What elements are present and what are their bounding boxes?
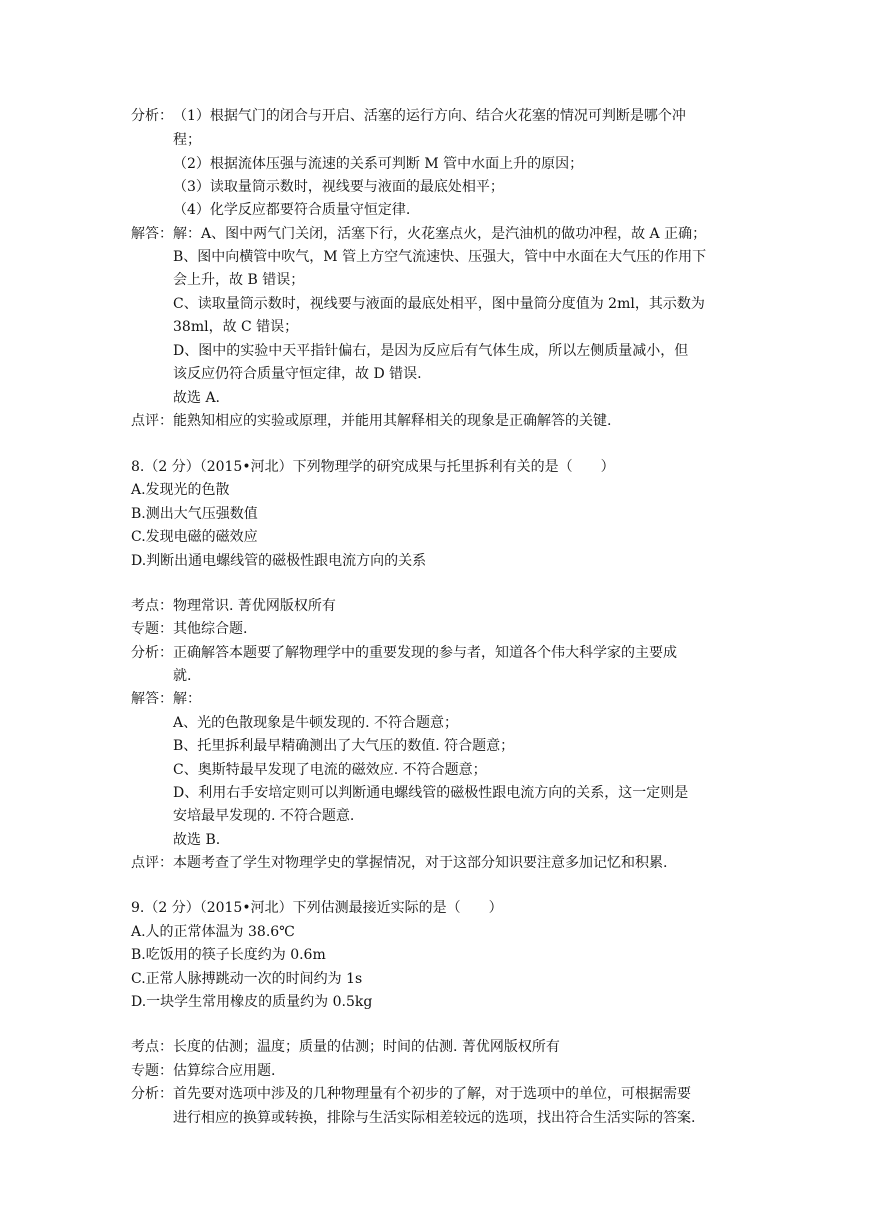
question-8-stem: 8.（2 分）（2015•河北）下列物理学的研究成果与托里拆利有关的是（ ） <box>131 459 615 475</box>
comment-label: 点评： <box>131 855 173 871</box>
analysis-label: 分析： <box>131 645 173 661</box>
answer-text: 该反应仍符合质量守恒定律，故 D 错误. <box>173 366 422 382</box>
analysis-text: 正确解答本题要了解物理学中的重要发现的参与者，知道各个伟大科学家的主要成 <box>173 645 677 661</box>
comment-text: 本题考查了学生对物理学史的掌握情况，对于这部分知识要注意多加记忆和积累. <box>173 855 668 871</box>
answer-label: 解答： <box>131 226 173 242</box>
option-c: C.发现电磁的磁效应 <box>131 529 258 545</box>
analysis-text: （3）读取量筒示数时，视线要与液面的最底处相平； <box>173 179 504 195</box>
point-label: 考点： <box>131 1039 173 1055</box>
answer-text: A、光的色散现象是牛顿发现的. 不符合题意； <box>173 715 459 731</box>
analysis-text: 首先要对选项中涉及的几种物理量有个初步的了解，对于选项中的单位，可根据需要 <box>173 1086 691 1102</box>
option-d: D.一块学生常用橡皮的质量约为 0.5kg <box>131 994 373 1010</box>
answer-text: 会上升，故 B 错误； <box>173 272 305 288</box>
analysis-text: 程； <box>173 132 201 148</box>
answer-text: C、读取量筒示数时，视线要与液面的最底处相平，图中量筒分度值为 2ml，其示数为 <box>173 296 705 312</box>
answer-text: B、图中向横管中吹气，M 管上方空气流速快、压强大，管中中水面在大气压的作用下 <box>173 249 707 265</box>
analysis-text: （2）根据流体压强与流速的关系可判断 M 管中水面上升的原因； <box>173 156 584 172</box>
answer-text: B、托里拆利最早精确测出了大气压的数值. 符合题意； <box>173 738 515 754</box>
answer-text: 故选 B. <box>173 832 221 848</box>
answer-text: C、奥斯特最早发现了电流的磁效应. 不符合题意； <box>173 762 487 778</box>
topic-text: 估算综合应用题. <box>173 1063 276 1079</box>
topic-label: 专题： <box>131 621 173 637</box>
answer-text: 故选 A. <box>173 390 221 406</box>
analysis-text: 就. <box>173 668 192 684</box>
analysis-text: 进行相应的换算或转换，排除与生活实际相差较远的选项，找出符合生活实际的答案. <box>173 1110 696 1126</box>
option-b: B.吃饭用的筷子长度约为 0.6m <box>131 947 326 963</box>
analysis-label: 分析： <box>131 1086 173 1102</box>
answer-text: D、利用右手安培定则可以判断通电螺线管的磁极性跟电流方向的关系，这一定则是 <box>173 785 689 801</box>
comment-text: 能熟知相应的实验或原理，并能用其解释相关的现象是正确解答的关键. <box>173 413 612 429</box>
answer-text: 38ml，故 C 错误； <box>173 319 299 335</box>
comment-label: 点评： <box>131 413 173 429</box>
answer-text: 解： <box>173 691 201 707</box>
analysis-label: 分析： <box>131 108 173 124</box>
point-text: 长度的估测；温度；质量的估测；时间的估测. 菁优网版权所有 <box>173 1039 560 1055</box>
option-d: D.判断出通电螺线管的磁极性跟电流方向的关系 <box>131 553 427 569</box>
option-b: B.测出大气压强数值 <box>131 506 258 522</box>
point-text: 物理常识. 菁优网版权所有 <box>173 598 336 614</box>
answer-text: 安培最早发现的. 不符合题意. <box>173 808 355 824</box>
topic-label: 专题： <box>131 1063 173 1079</box>
option-a: A.人的正常体温为 38.6℃ <box>131 924 295 940</box>
point-label: 考点： <box>131 598 173 614</box>
analysis-text: （4）化学反应都要符合质量守恒定律. <box>173 202 411 218</box>
option-a: A.发现光的色散 <box>131 482 230 498</box>
answer-text: D、图中的实验中天平指针偏右，是因为反应后有气体生成，所以左侧质量减小，但 <box>173 343 689 359</box>
analysis-text: （1）根据气门的闭合与开启、活塞的运行方向、结合火花塞的情况可判断是哪个冲 <box>173 108 686 124</box>
answer-text: 解：A、图中两气门关闭，活塞下行，火花塞点火，是汽油机的做功冲程，故 A 正确； <box>173 226 707 242</box>
question-9-stem: 9.（2 分）（2015•河北）下列估测最接近实际的是（ ） <box>131 900 503 916</box>
topic-text: 其他综合题. <box>173 621 248 637</box>
answer-label: 解答： <box>131 691 173 707</box>
option-c: C.正常人脉搏跳动一次的时间约为 1s <box>131 971 363 987</box>
